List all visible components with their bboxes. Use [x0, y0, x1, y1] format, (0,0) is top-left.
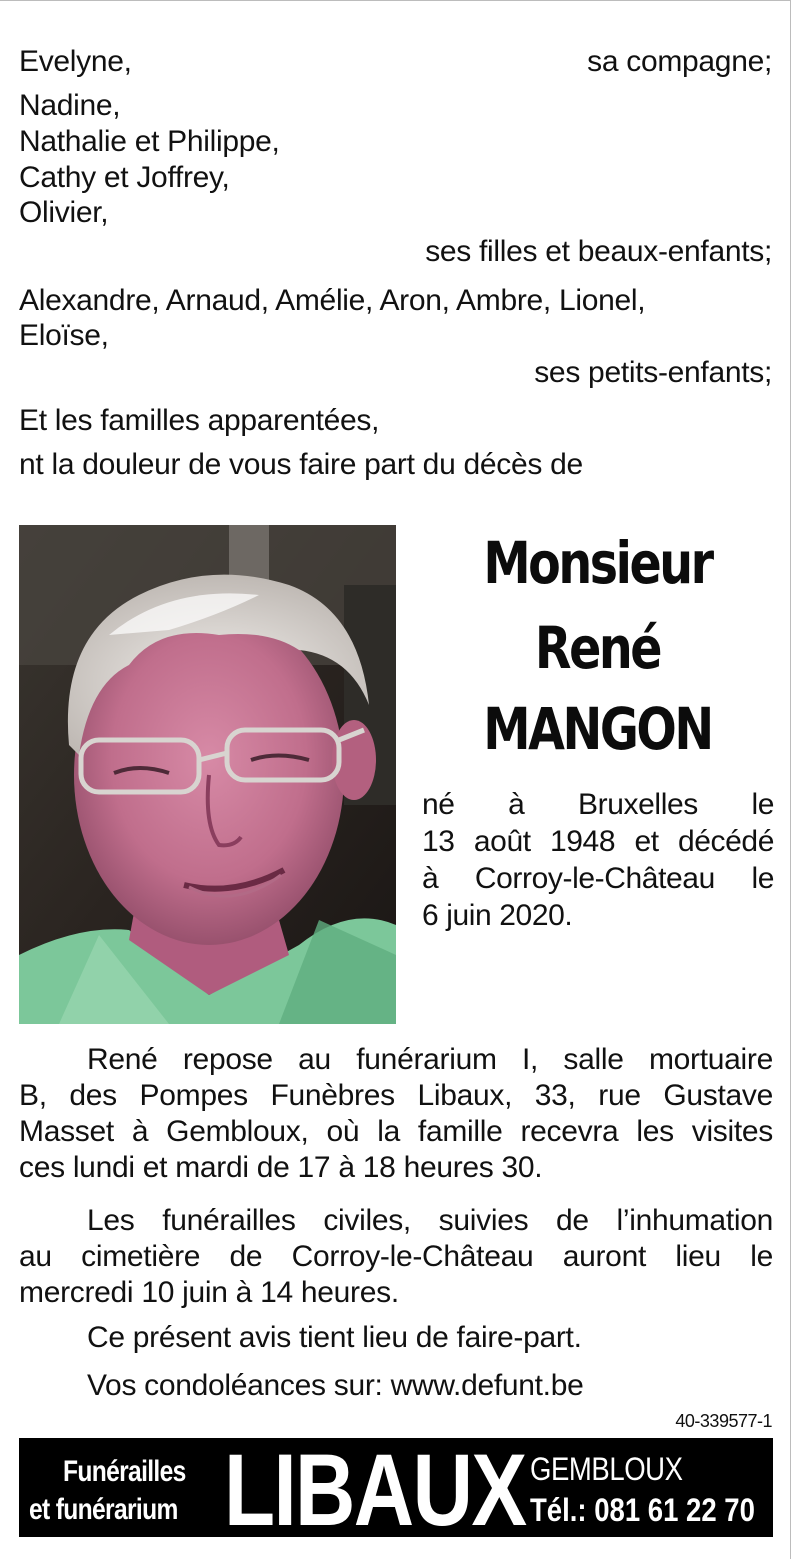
paragraph2-line-1: Les funérailles civiles, suivies de l’inhumation: [87, 1204, 773, 1237]
paragraph-visitation: [19, 1042, 773, 1186]
paragraph1-line-3: Masset à Gembloux, où la famille recevra les visites: [19, 1115, 773, 1148]
paragraph-condolences: [19, 1368, 773, 1404]
birth-line-3: à Corroy-le-Château le: [422, 862, 774, 895]
family-line-2: Nadine,: [19, 89, 121, 122]
paragraph2-line-3: mercredi 10 juin à 14 heures.: [19, 1276, 399, 1309]
birth-line-1: né à Bruxelles le: [422, 788, 774, 821]
relation-petits-enfants: ses petits-enfants;: [534, 356, 772, 389]
relation-filles: ses filles et beaux-enfants;: [425, 235, 772, 268]
paragraph2-line-2: au cimetière de Corroy-le-Château auront lieu le: [19, 1240, 773, 1273]
reference-number: 40-339577-1: [675, 1411, 772, 1431]
notice-text: Ce présent avis tient lieu de faire-part.: [87, 1321, 582, 1354]
funeral-home-banner: [19, 1433, 773, 1547]
family-line-3: Nathalie et Philippe,: [19, 125, 280, 158]
deceased-title: Monsieur: [483, 529, 712, 597]
banner-line-1: Funérailles: [63, 1455, 186, 1488]
birth-line-2: 13 août 1948 et décédé: [422, 825, 774, 858]
paragraph1-line-4: ces lundi et mardi de 17 à 18 heures 30.: [19, 1151, 543, 1184]
condolences-text: Vos condoléances sur: www.defunt.be: [87, 1369, 584, 1402]
banner-line-2: et funérarium: [29, 1493, 178, 1526]
family-name-evelyne: Evelyne,: [19, 45, 132, 78]
family-line-eloise: Eloïse,: [19, 319, 109, 352]
banner-phone: Tél.: 081 61 22 70: [530, 1492, 755, 1528]
family-line-4: Cathy et Joffrey,: [19, 161, 230, 194]
paragraph-funeral: [19, 1203, 773, 1311]
paragraph1-line-2: B, des Pompes Funèbres Libaux, 33, rue Gustave: [19, 1079, 773, 1112]
banner-city: GEMBLOUX: [530, 1451, 683, 1487]
relation-compagne: sa compagne;: [587, 45, 772, 78]
birth-line-4: 6 juin 2020.: [422, 899, 573, 932]
family-line-relatives: Et les familles apparentées,: [19, 404, 380, 437]
announcement-line: nt la douleur de vous faire part du décès de: [19, 448, 583, 481]
paragraph1-line-1: René repose au funérarium I, salle mortuaire: [87, 1043, 773, 1076]
brand-logo: LIBAUX: [224, 1433, 526, 1547]
portrait-photo: [19, 525, 396, 1024]
family-line-grandchildren: Alexandre, Arnaud, Amélie, Aron, Ambre, Lionel,: [19, 284, 646, 317]
birth-death-info: [422, 786, 774, 934]
paragraph-notice: [19, 1320, 773, 1356]
family-line-5: Olivier,: [19, 196, 109, 229]
deceased-last-name: MANGON: [483, 695, 712, 763]
family-line-1: [19, 45, 772, 79]
deceased-first-name: René: [534, 614, 661, 682]
